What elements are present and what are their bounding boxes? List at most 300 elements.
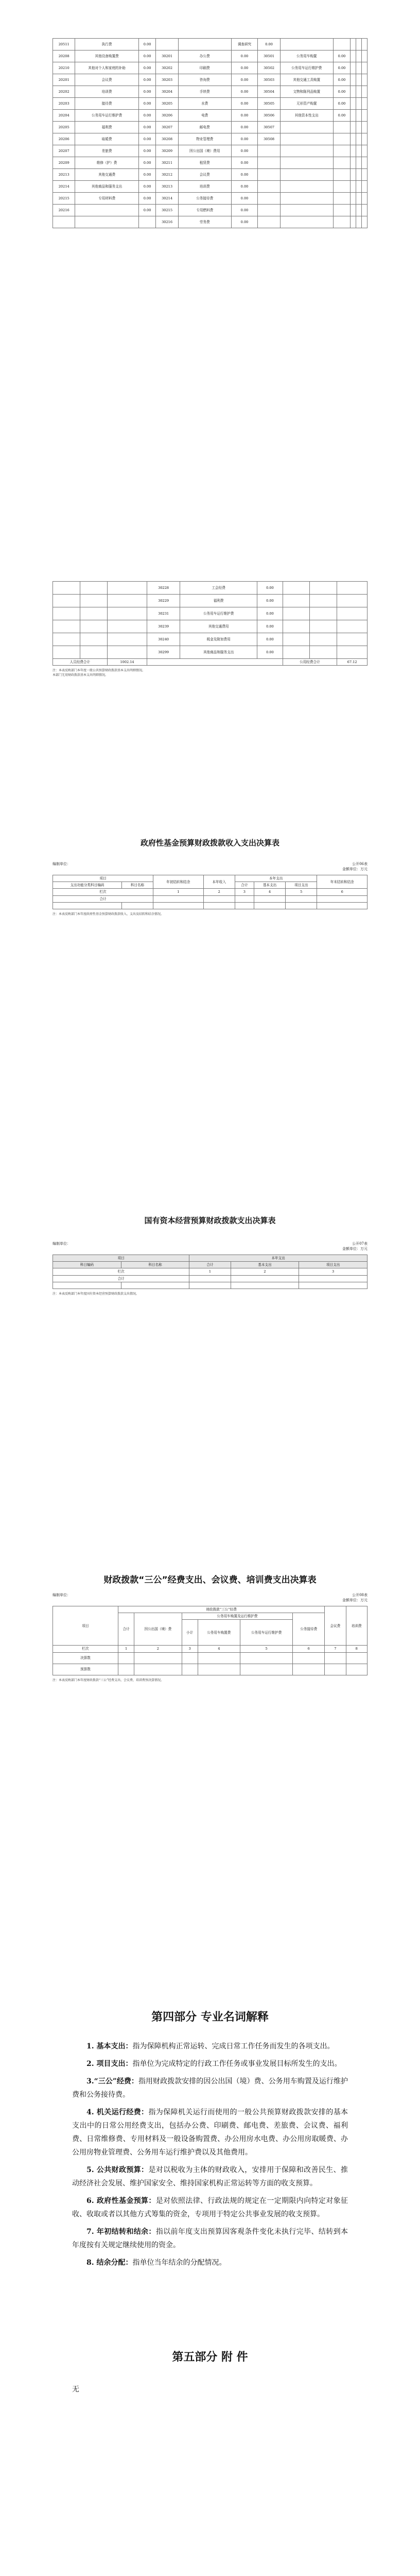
table-cell [258, 157, 280, 169]
table-cell: 福利费 [75, 122, 138, 133]
table-cell [258, 145, 280, 157]
table-row [53, 86, 367, 98]
table-cell [280, 169, 333, 181]
table-cell: 会议费 [178, 169, 231, 181]
table-cell: 其他交通工具购置 [280, 74, 333, 86]
table-cell [356, 205, 362, 216]
table-cell: 0.00 [231, 216, 258, 228]
table-cell [362, 62, 367, 74]
table-cell: 30231 [147, 607, 180, 620]
table-cell: 30213 [156, 181, 178, 193]
definition-text: 指以前年度支出预算因客观条件变化未执行完毕、结转到本年度按有关规定继续使用的资金。 [72, 2228, 348, 2249]
table-cell: 0.00 [138, 122, 156, 133]
table-cell: 公务用车运行维护费 [280, 62, 333, 74]
table-cell: 0.00 [257, 633, 283, 646]
table-cell [280, 216, 333, 228]
table-cell [258, 181, 280, 193]
tp-num: 7 [325, 1646, 346, 1652]
sc-cell [299, 1275, 367, 1282]
basic-expense-table-bottom [52, 581, 367, 677]
gov-fund-cell [153, 902, 204, 909]
table-cell: 专用燃料费 [178, 205, 231, 216]
table-cell: 0.00 [333, 110, 351, 122]
table-cell: 30503 [258, 74, 280, 86]
table-cell [280, 122, 333, 133]
table-row [53, 74, 367, 86]
table-cell [258, 193, 280, 205]
table-cell [356, 39, 362, 50]
table-cell [333, 133, 351, 145]
gov-fund-num: 3 [235, 889, 254, 895]
state-capital-title: 国有资本经营预算财政拨款支出决算表 [144, 1216, 276, 1225]
table-cell [356, 86, 362, 98]
gov-fund-row-total: 合计 [53, 895, 153, 902]
table-cell [107, 582, 147, 595]
table-cell: 0.00 [138, 110, 156, 122]
table-cell: 30502 [258, 62, 280, 74]
sc-row-col: 栏次 [53, 1268, 189, 1275]
tp-cell [134, 1664, 182, 1675]
table-cell: 30207 [156, 122, 178, 133]
table-cell: 0.00 [231, 181, 258, 193]
table-cell: 30203 [156, 74, 178, 86]
table-cell: 接待费 [75, 98, 138, 110]
three-public-unit: 编制单位： [52, 1593, 71, 1597]
table-cell: 20202 [53, 86, 75, 98]
table-row [53, 133, 367, 145]
tp-cell [240, 1664, 293, 1675]
table-cell [310, 620, 337, 633]
definition-term: 5. 公共财政预算： [86, 2166, 149, 2174]
table-cell [333, 193, 351, 205]
gov-fund-section [52, 837, 367, 916]
table-cell [283, 633, 310, 646]
table-cell: 20215 [53, 193, 75, 205]
table-cell: 公务用车运行维护费 [75, 110, 138, 122]
definition-term: 8. 结余分配： [86, 2259, 133, 2267]
table-cell [310, 582, 337, 595]
definition-text: 指单位为完成特定的行政工作任务或事业发展目标所发生的支出。 [132, 2060, 342, 2068]
tp-group-header: 财政拨款“三公”经费 [118, 1606, 325, 1613]
table-cell [362, 205, 367, 216]
table-cell [80, 595, 107, 607]
mid-note-2: 本部门无用财政拨款基本支出明细情况。 [52, 673, 109, 677]
table-cell: 咨询费 [178, 74, 231, 86]
table-cell [351, 169, 356, 181]
table-cell: 其他设备购置费 [75, 50, 138, 62]
sc-sh-project: 项目支出 [299, 1262, 367, 1268]
table-cell [356, 193, 362, 205]
gov-fund-h-expense: 本年支出 [235, 875, 317, 882]
definition-item [72, 2057, 348, 2071]
sc-cell [231, 1275, 299, 1282]
state-capital-note: 注：本表反映部门本年度国有资本经营预算财政拨款支出情况。 [52, 1292, 139, 1296]
table-cell: 30239 [147, 620, 180, 633]
table-cell: 20511 [53, 39, 75, 50]
tp-h-training: 培训费 [346, 1606, 367, 1646]
table-cell [107, 646, 147, 659]
gov-fund-cell [53, 902, 122, 909]
definition-item [72, 2040, 348, 2053]
table-cell [138, 216, 156, 228]
gov-fund-title: 政府性基金预算财政拨款收入支出决算表 [140, 838, 279, 848]
tp-row-col: 栏次 [53, 1646, 118, 1652]
gov-fund-note: 注：本表反映部门本年度政府性基金预算财政拨款收入、支出及结转和结余情况。 [52, 912, 164, 917]
definition-text: 指用财政拨款安排的因公出国（境）费、公务用车购置及运行维护费和公务接待费。 [72, 2077, 348, 2099]
gov-fund-sh-basic: 基本支出 [254, 882, 285, 889]
table-cell [362, 39, 367, 50]
table-cell [53, 216, 75, 228]
table-cell [333, 205, 351, 216]
table-cell: 维修（护）费 [75, 157, 138, 169]
tp-cell [293, 1664, 325, 1675]
table-cell [362, 157, 367, 169]
table-cell: 取暖费 [75, 133, 138, 145]
public-total-label: 公用经费合计 [283, 659, 337, 666]
table-row [53, 646, 367, 659]
mid-note-1: 注：本表反映部门本年度一般公共预算财政拨款基本支出明细情况。 [52, 669, 146, 673]
gov-fund-num: 5 [286, 889, 317, 895]
gov-fund-cell [286, 895, 317, 902]
table-cell: 公务用车购置 [280, 50, 333, 62]
gov-fund-cell [235, 902, 254, 909]
table-row [53, 98, 367, 110]
table-cell [337, 595, 367, 607]
tp-sh-car-run: 公务用车运行维护费 [240, 1620, 293, 1646]
definition-item [72, 2256, 348, 2269]
tp-num: 5 [240, 1646, 293, 1652]
table-cell [356, 181, 362, 193]
definition-term: 3.“三公”经费： [86, 2077, 138, 2086]
table-cell: 0.00 [138, 39, 156, 50]
definition-term: 1. 基本支出： [86, 2042, 133, 2050]
part5-section [72, 2348, 348, 2396]
sc-h-expense: 本年支出 [189, 1255, 367, 1262]
table-cell [356, 169, 362, 181]
part5-body: 无 [72, 2385, 79, 2394]
table-cell: 0.00 [138, 193, 156, 205]
table-cell: 30505 [258, 98, 280, 110]
table-cell [283, 595, 310, 607]
table-cell: 水费 [178, 98, 231, 110]
table-cell [258, 216, 280, 228]
three-public-note: 注：本表反映部门本年度财政拨款“三公”经费支出、会议费、培训费预决算情况。 [52, 1678, 164, 1682]
table-cell [362, 145, 367, 157]
table-cell: 因公出国（境）费用 [178, 145, 231, 157]
table-cell: 30204 [156, 86, 178, 98]
table-cell: 工会经费 [180, 582, 257, 595]
table-cell: 福利费 [180, 595, 257, 607]
gov-fund-num: 4 [254, 889, 285, 895]
tp-num: 2 [134, 1646, 182, 1652]
table-cell: 20216 [53, 205, 75, 216]
table-cell [362, 86, 367, 98]
table-cell [283, 607, 310, 620]
table-cell: 0.00 [333, 86, 351, 98]
sc-num: 3 [299, 1268, 367, 1275]
table-cell: 税金及附加费用 [180, 633, 257, 646]
table-cell: 0.00 [257, 646, 283, 659]
gov-fund-sh-name: 科目名称 [121, 882, 153, 889]
three-public-section [52, 1572, 367, 1682]
table-cell: 培训费 [178, 181, 231, 193]
sc-sh-code: 科目编码 [53, 1262, 121, 1268]
tp-num: 8 [346, 1646, 367, 1652]
tp-cell [325, 1664, 346, 1675]
table-cell [337, 607, 367, 620]
table-cell [280, 205, 333, 216]
table-cell: 20205 [53, 122, 75, 133]
sc-cell [231, 1282, 299, 1289]
table-cell: 0.00 [138, 169, 156, 181]
definition-item [72, 2225, 348, 2252]
gov-fund-form-no: 公开06表 [352, 862, 367, 866]
table-cell [356, 110, 362, 122]
gov-fund-cell [317, 902, 367, 909]
table-cell: 20213 [53, 169, 75, 181]
tp-row-budget: 预算数 [53, 1664, 118, 1675]
table-cell [351, 216, 356, 228]
table-cell: 0.00 [333, 62, 351, 74]
table-cell: 0.00 [138, 145, 156, 157]
definition-term: 2. 项目支出： [86, 2060, 133, 2068]
tp-h-car: 公务用车购置及运行维护费 [182, 1613, 293, 1620]
table-cell: 无形资产购置 [280, 98, 333, 110]
table-row [53, 110, 367, 122]
tp-cell [182, 1664, 198, 1675]
table-cell: 0.00 [231, 50, 258, 62]
table-row [53, 50, 367, 62]
table-cell: 手续费 [178, 86, 231, 98]
table-cell [310, 646, 337, 659]
tp-h-abroad: 因公出国（境）费 [134, 1613, 182, 1646]
public-total-value: 67.12 [337, 659, 367, 666]
tp-cell [240, 1652, 293, 1664]
tp-cell [198, 1664, 240, 1675]
table-row [53, 157, 367, 169]
three-public-title: 财政拨款“三公”经费支出、会议费、培训费支出决算表 [103, 1575, 317, 1585]
part4-section [72, 2008, 348, 2274]
table-cell [80, 633, 107, 646]
table-cell: 30212 [156, 169, 178, 181]
table-cell [356, 74, 362, 86]
table-cell: 0.00 [231, 133, 258, 145]
table-cell [351, 157, 356, 169]
table-cell: 0.00 [138, 86, 156, 98]
basic-expense-table-top [52, 38, 367, 228]
table-cell: 30216 [156, 216, 178, 228]
table-cell [283, 646, 310, 659]
table-cell: 0.00 [257, 620, 283, 633]
table-cell: 文物和陈列品购置 [280, 86, 333, 98]
table-cell [310, 633, 337, 646]
gov-fund-h-begin: 年初结转和结余 [153, 875, 204, 889]
three-public-meta [52, 1592, 367, 1598]
sc-cell [299, 1282, 367, 1289]
table-cell [356, 157, 362, 169]
table-cell [107, 620, 147, 633]
table-cell [107, 607, 147, 620]
three-public-table [52, 1606, 367, 1675]
table-cell [356, 98, 362, 110]
table-cell [351, 74, 356, 86]
table-cell [362, 216, 367, 228]
gov-fund-num: 1 [153, 889, 204, 895]
table-cell [333, 181, 351, 193]
table-cell: 0.00 [138, 157, 156, 169]
table-cell: 20209 [53, 157, 75, 169]
table-cell: 0.00 [257, 582, 283, 595]
state-capital-table [52, 1255, 367, 1289]
table-cell: 劳务费 [178, 216, 231, 228]
table-cell [280, 181, 333, 193]
definition-term: 7. 年初结转和结余： [86, 2228, 156, 2236]
table-cell [333, 39, 351, 50]
definition-term: 4. 机关运行经费： [86, 2108, 149, 2116]
definition-text: 指为保障机构正常运转、完成日常工作任务而发生的各项支出。 [132, 2042, 335, 2050]
table-cell: 其他商品和服务支出 [75, 181, 138, 193]
gov-fund-row-col: 栏次 [53, 889, 153, 895]
table-cell: 专用材料费 [75, 193, 138, 205]
table-cell: 0.00 [231, 193, 258, 205]
table-cell: 30228 [147, 582, 180, 595]
table-cell [80, 646, 107, 659]
table-cell [283, 582, 310, 595]
gov-fund-table [52, 875, 367, 909]
tp-h-meeting: 会议费 [325, 1606, 346, 1646]
table-cell: 办公费 [178, 50, 231, 62]
table-cell [356, 145, 362, 157]
table-cell: 0.00 [231, 74, 258, 86]
table-cell [53, 646, 80, 659]
tp-cell [118, 1652, 134, 1664]
table-cell [333, 216, 351, 228]
table-cell: 0.00 [231, 98, 258, 110]
tp-h-item: 项目 [53, 1606, 118, 1646]
sc-h-item: 项目 [53, 1255, 189, 1262]
tp-cell [346, 1664, 367, 1675]
table-cell: 0.00 [258, 39, 280, 50]
gov-fund-sh-total: 合计 [235, 882, 254, 889]
table-cell: 30507 [258, 122, 280, 133]
table-cell: 0.00 [231, 62, 258, 74]
table-cell: 0.00 [333, 98, 351, 110]
table-cell [356, 122, 362, 133]
gov-fund-meta [52, 861, 367, 867]
tp-cell [346, 1652, 367, 1664]
table-cell: 培训费 [75, 86, 138, 98]
part4-list [72, 2040, 348, 2269]
table-cell [53, 633, 80, 646]
gov-fund-cell [153, 895, 204, 902]
table-cell [107, 633, 147, 646]
three-public-unit-right: 金额单位：万元 [342, 1598, 367, 1602]
gov-fund-cell [203, 895, 235, 902]
sc-sh-name: 科目名称 [121, 1262, 189, 1268]
table-cell [351, 98, 356, 110]
table-cell: 0.00 [257, 607, 283, 620]
table-row [53, 122, 367, 133]
table-cell [80, 607, 107, 620]
table-cell: 0.00 [138, 133, 156, 145]
tp-cell [293, 1652, 325, 1664]
state-capital-unit: 编制单位： [52, 1242, 71, 1246]
gov-fund-h-item: 项目 [53, 875, 153, 882]
tp-sh-car-buy: 公务用车购置费 [198, 1620, 240, 1646]
table-cell [351, 205, 356, 216]
table-cell [362, 133, 367, 145]
totals-row [53, 659, 367, 666]
table-cell: 调查研究 [231, 39, 258, 50]
table-cell [337, 582, 367, 595]
table-cell [351, 110, 356, 122]
table-row [53, 205, 367, 216]
table-cell [337, 633, 367, 646]
definition-text: 指为保障机关运行而使用的一般公共预算财政拨款安排的基本支出中的日常公用经费支出，包括办公费、印刷费、邮电费、差旅费、会议费、福利费、日常维修费、专用材料及一般设备购置费、办公用房水电费、办公用房取暖费、办公用房物业管理费、公务用车运行维护费以及其他费用。 [72, 2108, 348, 2157]
table-cell [362, 193, 367, 205]
gov-fund-cell [254, 902, 285, 909]
table-cell: 30202 [156, 62, 178, 74]
table-cell [53, 607, 80, 620]
gov-fund-num: 6 [317, 889, 367, 895]
state-capital-unit-right: 金额单位：万元 [342, 1247, 367, 1251]
table-cell: 30201 [156, 50, 178, 62]
tp-row-actual: 决算数 [53, 1652, 118, 1664]
table-cell [53, 595, 80, 607]
table-cell [75, 205, 138, 216]
table-cell [356, 216, 362, 228]
table-cell: 公务接待费 [178, 193, 231, 205]
table-cell [362, 74, 367, 86]
sc-cell [121, 1282, 189, 1289]
table-cell [362, 98, 367, 110]
sc-num: 1 [189, 1268, 231, 1275]
table-cell: 30504 [258, 86, 280, 98]
definition-item [72, 2194, 348, 2221]
table-cell: 其他交通费 [75, 169, 138, 181]
tp-h-total: 合计 [118, 1613, 134, 1646]
table-cell [351, 145, 356, 157]
table-cell: 0.00 [138, 74, 156, 86]
gov-fund-h-end: 年末结转和结余 [317, 875, 367, 889]
table-row [53, 181, 367, 193]
gov-fund-cell [254, 895, 285, 902]
table-cell: 30508 [258, 133, 280, 145]
table-row [53, 633, 367, 646]
table-cell [280, 157, 333, 169]
table-cell [258, 169, 280, 181]
table-row [53, 193, 367, 205]
state-capital-form-no: 公开07表 [352, 1242, 367, 1246]
table-cell [280, 39, 333, 50]
table-cell [80, 620, 107, 633]
table-cell [333, 145, 351, 157]
table-cell [337, 620, 367, 633]
tp-cell [325, 1652, 346, 1664]
table-cell [351, 181, 356, 193]
table-cell: 0.00 [138, 98, 156, 110]
tp-cell [198, 1652, 240, 1664]
gov-fund-sh-code: 支出功能分类科目编码 [53, 882, 122, 889]
table-cell: 20206 [53, 133, 75, 145]
tp-cell [182, 1652, 198, 1664]
table-cell [280, 145, 333, 157]
table-cell [362, 122, 367, 133]
tp-sh-subtotal: 小计 [182, 1620, 198, 1646]
definition-text: 是对依照法律、行政法规的规定在一定期限内向特定对象征收、收取或者以其他方式筹集的资金，专项用于特定公共事业发展的收支预算。 [72, 2197, 348, 2218]
part5-title: 第五部分 附 件 [172, 2351, 248, 2364]
table-cell: 0.00 [231, 205, 258, 216]
